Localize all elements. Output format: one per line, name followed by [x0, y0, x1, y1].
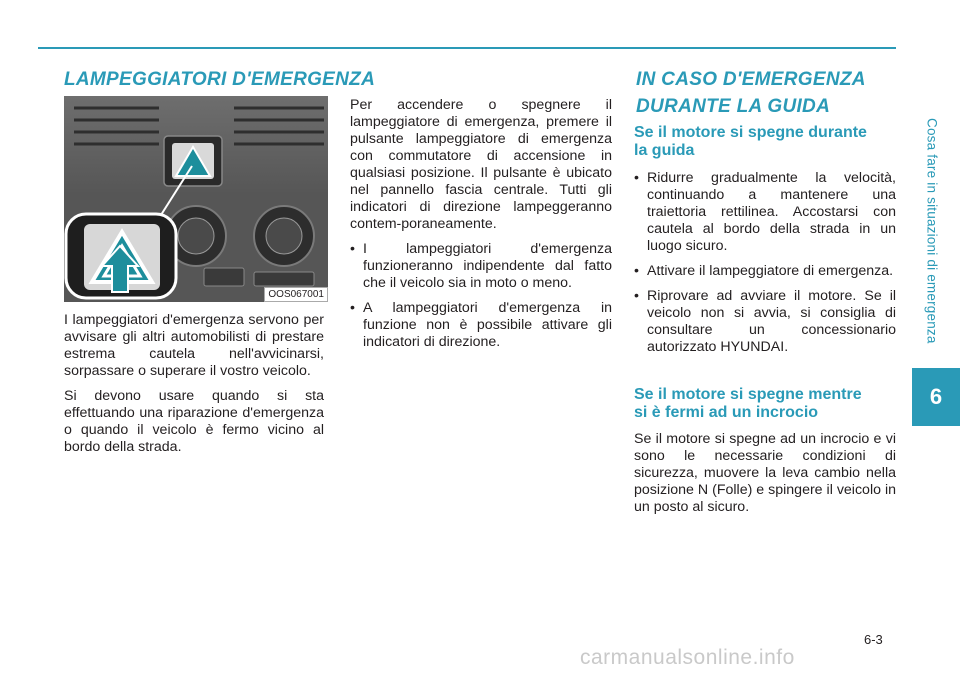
right-body-2: [634, 431, 896, 524]
list-item-text: Riprovare ad avviare il motore. Se il veicolo non si avvia, si consiglia di consultare un concessionario autorizzato HYUNDAI.: [647, 288, 896, 355]
list-item: [634, 263, 896, 280]
subheading-line: la guida: [634, 142, 695, 159]
list-item-text: Ridurre gradualmente la velocità, continuando a mantenere una traiettoria rettilinea. Accostarsi con cautela al bordo della strada in un luogo sicuro.: [647, 170, 896, 254]
section-heading-emergency: [636, 66, 866, 120]
chapter-tab[interactable]: 6: [912, 368, 960, 426]
dashboard-illustration: [64, 96, 328, 302]
subheading-line: Se il motore si spegne mentre: [634, 386, 862, 403]
bullet-icon: •: [634, 288, 639, 304]
hazard-button-photo: [64, 96, 328, 302]
chapter-side-title: Cosa fare in situazioni di emergenza: [924, 118, 940, 344]
bullet-icon: •: [350, 300, 355, 316]
bullet-icon: •: [634, 263, 639, 279]
list-item: [634, 288, 896, 356]
paragraph: Per accendere o spegnere il lampeggiatore di emergenza, premere il pulsante lampeggiatore di emergenza con commutatore di accensione in qualsiasi posizione. Il pulsante è ubicato nel pannello fascia centrale. Tutti gli indicatori di direzione lampeggeranno contem-poraneamente.: [350, 97, 612, 232]
paragraph: Se il motore si spegne ad un incrocio e vi sono le necessarie condizioni di sicurezza, muovere la leva cambio nella posizione N (Folle) e spingere il veicolo in un posto al sicuro.: [634, 431, 896, 515]
list-item: [350, 241, 612, 292]
list-item-text: I lampeggiatori d'emergenza funzioneranno indipendente dal fatto che il veicolo sia in moto o meno.: [363, 241, 612, 291]
page-number: 6-3: [864, 632, 883, 647]
top-rule: [38, 47, 896, 49]
section-heading-hazard: LAMPEGGIATORI D'EMERGENZA: [64, 69, 376, 90]
list-item: [634, 170, 896, 255]
subheading-engine-stops-driving: [634, 124, 867, 160]
subheading-engine-stops-intersection: [634, 386, 862, 422]
heading-line: DURANTE LA GUIDA: [636, 96, 831, 117]
bullet-icon: •: [634, 170, 639, 186]
photo-caption: OOS067001: [264, 287, 328, 302]
paragraph: Si devono usare quando si sta effettuando una riparazione d'emergenza o quando il veicolo è fermo vicino al bordo della strada.: [64, 388, 324, 455]
list-item: [350, 300, 612, 351]
subheading-line: Se il motore si spegne durante: [634, 124, 867, 141]
list-item-text: Attivare il lampeggiatore di emergenza.: [647, 263, 894, 279]
subheading-line: si è fermi ad un incrocio: [634, 404, 819, 421]
right-body-1: [634, 170, 896, 364]
watermark: carmanualsonline.info: [580, 646, 795, 669]
middle-body: [350, 97, 612, 359]
left-body: [64, 312, 324, 464]
paragraph: I lampeggiatori d'emergenza servono per avvisare gli altri automobilisti di prestare estrema cautela nell'avvicinarsi, sorpassare o superare il vostro veicolo.: [64, 312, 324, 379]
bullet-icon: •: [350, 241, 355, 257]
list-item-text: A lampeggiatori d'emergenza in funzione non è possibile attivare gli indicatori di direzione.: [363, 300, 612, 350]
heading-line: IN CASO D'EMERGENZA: [636, 69, 866, 90]
